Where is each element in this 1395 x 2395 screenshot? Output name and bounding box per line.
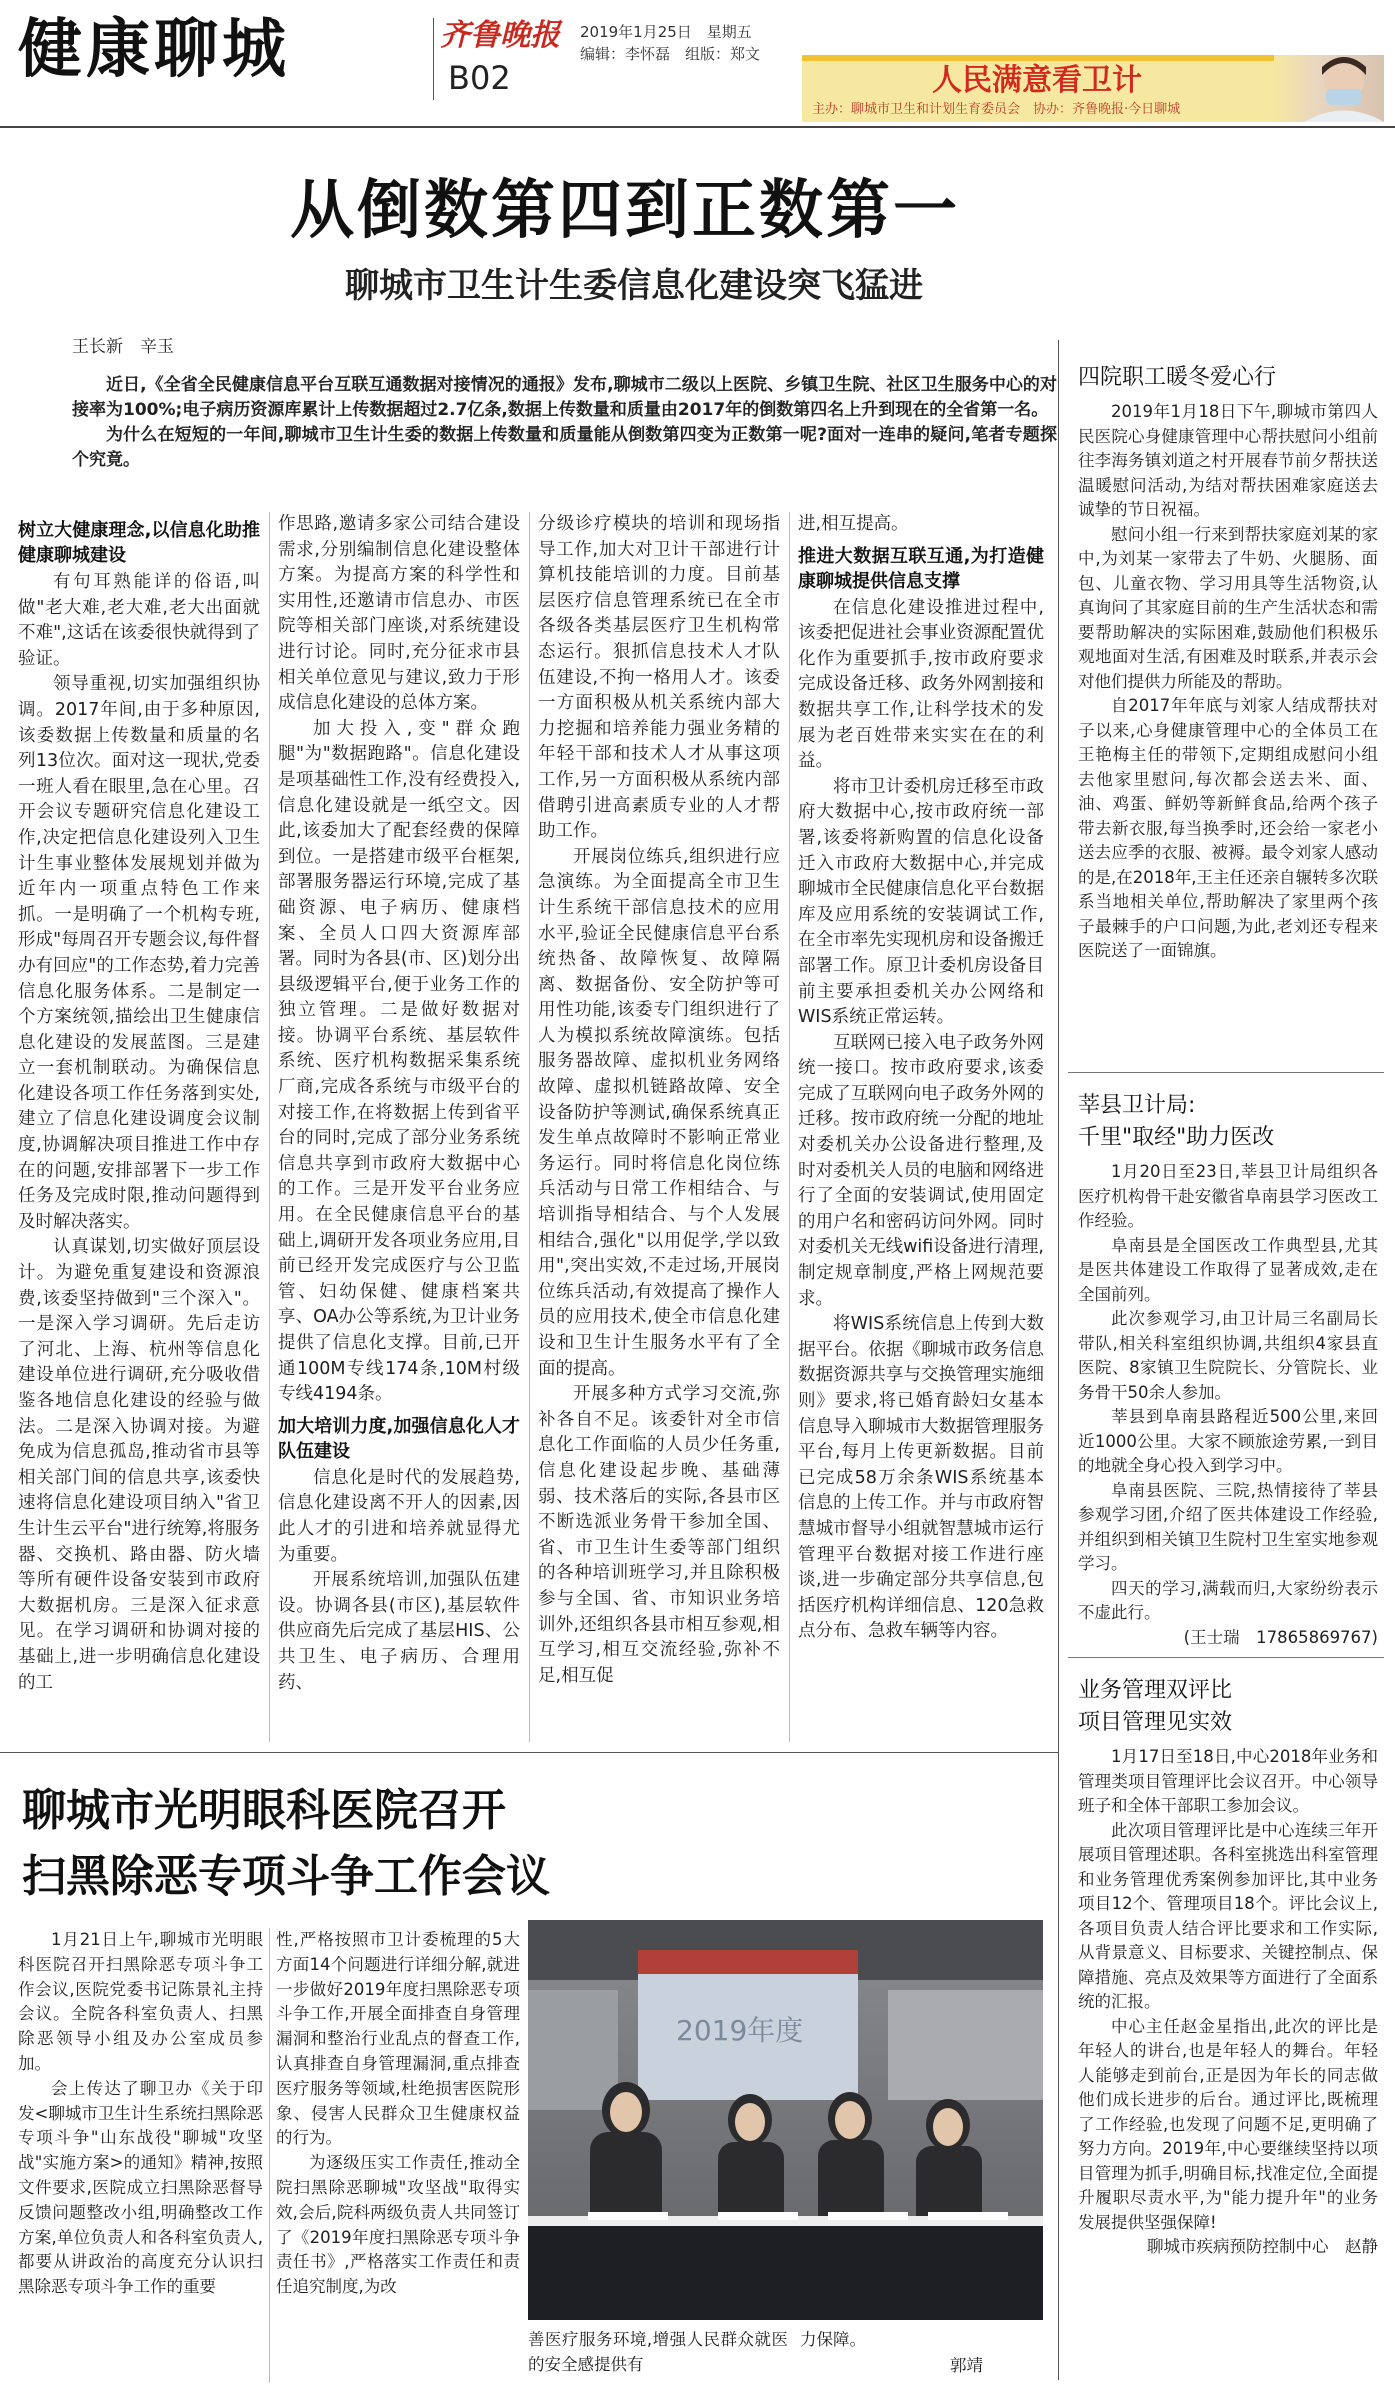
sidebar-paragraph: 2019年1月18日下午,聊城市第四人民医院心身健康管理中心帮扶慰问小组前往李海务镇刘道之村开展春节前夕帮扶送温暖慰问活动,为结对帮扶困难家庭送去诚挚的节日祝福。 [1078,402,1378,519]
body-paragraph: 信息化是时代的发展趋势,信息化建设离不开人的因素,因此人才的引进和培养就显得尤为重要。 [278,1467,520,1565]
sidebar-paragraph: 莘县到阜南县路程近500公里,来回近1000公里。大家不顾旅途劳累,一到目的地就全身心投入到学习中。 [1078,1407,1378,1475]
masthead-divider [433,18,434,100]
page-code: B02 [448,59,511,97]
sidebar-paragraph: 此次参观学习,由卫计局三名副局长带队,相关科室组织协调,共组织4家县直医院、8家镇卫生院院长、分管院长、业务骨干50余人参加。 [1078,1309,1378,1402]
body-paragraph: 有句耳熟能详的俗语,叫做"老大难,老大难,老大出面就不难",这话在该委很快就得到了验证。 [18,572,260,669]
sidebar-paragraph: 四天的学习,满载而归,大家纷纷表示不虚此行。 [1078,1578,1378,1622]
lead-column-2 [278,512,520,1742]
body-paragraph: 加大投入,变"群众跑腿"为"数据跑路"。信息化建设是项基础性工作,没有经费投入,信息化建设就是一纸空文。因此,该委加大了配套经费的保障到位。一是搭建市级平台框架,部署服务器运行环境,完成了基础资源、电子病历、健康档案、全员人口四大资源库部署。同时为各县(市、区)划分出县级逻辑平台,便于业务工作的独立管理。二是做好数据对接。协调平台系统、基层软件系统、医疗机构数据采集系统厂商,完成各系统与市级平台的对接工作,在将数据上传到省平台的同时,完成了部分业务系统信息共享到市政府大数据中心的工作。三是开发平台业务应用。在全民健康信息平台的基础上,调研开发各项业务应用,目前已经开发完成医疗与公卫监管、妇幼保健、健康档案共享、OA办公等系统,为卫计业务提供了信息化支撑。目前,已开通100M专线174条,10M村级专线4194条。 [278,718,520,1405]
column-divider [269,1928,270,2383]
body-paragraph: 开展系统培训,加强队伍建设。协调各县(市区),基层软件供应商先后完成了基层HIS、公共卫生、电子病历、合理用药、 [278,1570,520,1693]
column-divider [269,512,270,1742]
lead-bottom-rule [0,1752,1058,1753]
meeting-photo [528,1920,1043,2320]
photo-caption [528,2328,788,2380]
lead-intro [72,373,1057,511]
sidebar-signature: 聊城市疾病预防控制中心 赵静 [1147,2237,1378,2256]
sidebar-item-3 [1078,1665,1378,2385]
column-divider [789,512,790,1742]
photo-credit: 郭靖 [950,2356,983,2375]
lead-column-4 [798,512,1044,1742]
body-paragraph: 进,相互提高。 [798,514,909,534]
second-column-2 [276,1928,520,2383]
column-divider [529,512,530,1742]
body-paragraph: 会上传达了聊卫办《关于印发<聊城市卫生计生系统扫黑除恶专项斗争"山东战役"聊城"攻坚战"实施方案>的通知》精神,按照文件要求,医院成立扫黑除恶督导反馈问题整改小组,明确整改工作方案,单位负责人和各科室负责人,都要从讲政治的高度充分认识扫黑除恶专项斗争工作的重要 [18,2078,263,2297]
photo-caption-tail [800,2328,1040,2354]
sidebar-paragraph: 中心主任赵金星指出,此次的评比是年轻人的讲台,也是年轻人的舞台。年轻人能够走到前台,正是因为年长的同志做他们成长进步的后台。通过评比,既梳理了工作经验,也发现了问题不足,更明确了努力方向。2019年,中心要继续坚持以项目管理为抓手,明确目标,找准定位,全面提升履职尽责水平,为"能力提升年"的业务发展提供坚强保障! [1078,2016,1378,2232]
banner-sub: 主办：聊城市卫生和计划生育委员会 协办：齐鲁晚报·今日聊城 [812,102,1181,117]
second-column-1 [18,1928,263,2383]
banner [802,55,1384,122]
sidebar-paragraph: 阜南县医院、三院,热情接待了莘县参观学习团,介绍了医共体建设工作经验,并组织到相关镇卫生院村卫生室实地参观学习。 [1078,1480,1378,1573]
lead-column-3 [538,512,780,1742]
editor-line: 编辑：李怀磊 组版：郑文 [580,45,761,63]
body-paragraph: 1月21日上午,聊城市光明眼科医院召开扫黑除恶专项斗争工作会议,医院党委书记陈景礼主持会议。全院各科室负责人、扫黑除恶领导小组及办公室成员参加。 [18,1930,263,2073]
sidebar-signature: (王士瑞 17865869767) [1183,1627,1378,1647]
body-paragraph: 互联网已接入电子政务外网统一接口。按市政府要求,该委完成了互联网向电子政务外网的迁移。按市政府统一分配的地址对委机关办公设备进行整理,及时对委机关人员的电脑和网络进行了全面的安装调试,使用固定的用户名和密码访问外网。同时对委机关无线wifi设备进行清理,制定规章制度,严格上网规范要求。 [798,1032,1044,1309]
sidebar-divider [1058,340,1059,2380]
sidebar-item-1 [1078,352,1378,1067]
sidebar-paragraph: 阜南县是全国医改工作典型县,尤其是医共体建设工作取得了显著成效,走在全国前列。 [1078,1235,1378,1304]
body-paragraph: 分级诊疗模块的培训和现场指导工作,加大对卫计干部进行计算机技能培训的力度。目前基层医疗信息管理系统已在全市各级各类基层医疗卫生机构常态运行。狠抓信息技术人才队伍建设,不拘一格用人才。该委一方面积极从机关系统内部大力挖掘和培养能力强业务精的年轻干部和技术人才从事这项工作,另一方面积极从系统内部借聘引进高素质专业的人才帮助工作。 [538,514,780,842]
sidebar-title-2: 千里"取经"助力医改 [1078,1125,1275,1150]
body-paragraph: 开展多种方式学习交流,弥补各自不足。该委针对全市信息化工作面临的人员少任务重,信息化建设起步晚、基础薄弱、技术落后的实际,各县市区不断选派业务骨干参加全国、省、市卫生计生委等部门组织的各种培训班学习,并且除积极参与全国、省、市知识业务培训外,还组织各县市相互参观,相互学习,相互交流经验,弥补不足,相互促 [538,1384,780,1686]
body-paragraph: 作思路,邀请多家公司结合建设需求,分别编制信息化建设整体方案。为提高方案的科学性和实用性,还邀请市信息办、市医院等相关部门座谈,对系统建设进行讨论。同时,充分征求市县相关单位意见与建议,致力于形成信息化建设的总体方案。 [278,514,520,714]
intro-paragraph: 近日,《全省全民健康信息平台互联互通数据对接情况的通报》发布,聊城市二级以上医院、乡镇卫生院、社区卫生服务中心的对接率为100%;电子病历资源库累计上传数据超过2.7亿条,数据上传数量和质量由2017年的倒数第四名上升到现在的全省第一名。 [72,375,1057,420]
sidebar-paragraph: 自2017年年底与刘家人结成帮扶对子以来,心身健康管理中心的全体员工在王艳梅主任的带领下,定期组成慰问小组去他家里慰问,每次都会送去米、面、油、鸡蛋、鲜奶等新鲜食品,给两个孩子带去新衣服,每当换季时,还会给一家老小送去应季的衣服、被褥。最令刘家人感动的是,在2018年,王主任还亲自辗转多次联系当地相关单位,帮助解决了家里两个孩子最棘手的户口问题,为此,老刘还专程来医院送了一面锦旗。 [1078,696,1378,960]
body-paragraph: 开展岗位练兵,组织进行应急演练。为全面提高全市卫生计生系统干部信息技术的应用水平,验证全民健康信息平台系统热备、故障恢复、故障隔离、数据备份、安全防护等可用性功能,该委专门组织进行了人为模拟系统故障演练。包括服务器故障、虚拟机业务网络故障、虚拟机链路故障、安全设备防护等测试,确保系统真正发生单点故障时不影响正常业务运行。同时将信息化岗位练兵活动与日常工作相结合、与培训指导相结合、与个人发展相结合,强化"以用促学,学以致用",突出实效,不走过场,开展岗位练兵活动,有效提高了操作人员的应用技术,使全市信息化建设和卫生计生服务水平有了全面的提高。 [538,846,780,1379]
sidebar-paragraph: 1月20日至23日,莘县卫计局组织各医疗机构骨干赴安徽省阜南县学习医改工作经验。 [1078,1162,1378,1230]
body-paragraph: 在信息化建设推进过程中,该委把促进社会事业资源配置优化作为重要抓手,按市政府要求完成设备迁移、政务外网割接和数据共享工作,让科学技术的发展为老百姓带来实实在在的利益。 [798,597,1044,772]
lead-subheadline: 聊城市卫生计生委信息化建设突飞猛进 [345,266,923,306]
second-headline-1: 聊城市光明眼科医院召开 [22,1785,506,1836]
sidebar-separator [1068,1657,1384,1658]
caption-text: 善医疗服务环境,增强人民群众就医的安全感提供有 [528,2330,788,2374]
paper-logo: 齐鲁晚报 [440,18,560,53]
sidebar-title: 业务管理双评比 [1078,1678,1233,1703]
meeting-scene-icon [528,1920,1043,2320]
sidebar-title-2: 项目管理见实效 [1078,1710,1233,1735]
body-paragraph: 领导重视,切实加强组织协调。2017年间,由于多种原因,该委数据上传数量和质量的名列13位次。面对这一现状,党委一班人看在眼里,急在心里。召开会议专题研究信息化建设工作,决定把信息化建设列入卫生计生事业整体发展规划并做为近年内一项重点特色工作来抓。一是明确了一个机构专班,形成"每周召开专题会议,每件督办有回应"的工作态势,着力完善信息化服务体系。二是制定一个方案统领,描绘出卫生健康信息化建设的发展蓝图。三是建立一套机制联动。为确保信息化建设各项工作任务落到实处,建立了信息化建设调度会议制度,协调解决项目推进工作中存在的问题,安排部署下一步工作任务及完成时限,推动问题得到及时解决落实。 [18,674,260,1232]
lead-column-1 [18,512,260,1742]
sidebar-paragraph: 慰问小组一行来到帮扶家庭刘某的家中,为刘某一家带去了牛奶、火腿肠、面包、儿童衣物、学习用具等生活物资,认真询问了其家庭目前的生产生活状态和需要帮助解决的实际困难,鼓励他们积极乐观地面对生活,有困难及时联系,并表示会对他们提供力所能及的帮助。 [1078,524,1378,691]
sidebar-paragraph: 此次项目管理评比是中心连续三年开展项目管理述职。各科室挑选出科室管理和业务管理优秀案例参加评比,其中业务项目12个、管理项目18个。评比会议上,各项目负责人结合评比要求和工作实际,从背景意义、目标要求、关键控制点、保障措施、亮点及效果等方面进行了全面系统的汇报。 [1078,1820,1378,2011]
doctor-portrait-icon [1274,55,1384,122]
caption-tail: 力保障。 [800,2330,866,2349]
section-title: 健康聊城 [18,13,290,87]
banner-title: 人民满意看卫计 [932,63,1142,98]
lead-headline: 从倒数第四到正数第一 [290,174,960,248]
date-line: 2019年1月25日 星期五 [580,23,752,41]
column-heading: 树立大健康理念,以信息化助推健康聊城建设 [18,520,260,566]
sidebar-title: 莘县卫计局: [1078,1093,1196,1118]
sidebar-paragraph: 1月17日至18日,中心2018年业务和管理类项目管理评比会议召开。中心领导班子和全体干部职工参加会议。 [1078,1747,1378,1815]
column-heading: 加大培训力度,加强信息化人才队伍建设 [278,1415,520,1462]
column-heading: 推进大数据互联互通,为打造健康聊城提供信息支撑 [798,545,1044,592]
body-paragraph: 将市卫计委机房迁移至市政府大数据中心,按市政府统一部署,该委将新购置的信息化设备迁入市政府大数据中心,并完成聊城市全民健康信息化平台数据库及应用系统的安装调试工作,在全市率先实现机房和设备搬迁部署工作。原卫计委机房设备目前主要承担委机关办公网络和WIS系统正常运转。 [798,776,1044,1028]
lead-byline: 王长新 辛玉 [72,337,174,357]
second-headline-2: 扫黑除恶专项斗争工作会议 [22,1851,550,1902]
body-paragraph: 认真谋划,切实做好顶层设计。为避免重复建设和资源浪费,该委坚持做到"三个深入"。一是深入学习调研。先后走访了河北、上海、杭州等信息化建设单位进行调研,充分吸收借鉴各地信息化建设的经验与做法。二是深入协调对接。为避免成为信息孤岛,推动省市县等相关部门间的信息共享,该委快速将信息化建设项目纳入"省卫生计生云平台"进行统筹,将服务器、交换机、路由器、防火墙等所有硬件设备安装到市政府大数据机房。三是深入征求意见。在学习调研和协调对接的基础上,进一步明确信息化建设的工 [18,1237,260,1693]
body-paragraph: 性,严格按照市卫计委梳理的5大方面14个问题进行详细分解,就进一步做好2019年度扫黑除恶专项斗争工作,开展全面排查自身管理漏洞和整治行业乱点的督查工作,认真排查自身管理漏洞,重点排查医疗服务等领域,杜绝损害医院形象、侵害人民群众卫生健康权益的行为。 [276,1930,520,2148]
banner-photo [1274,55,1384,122]
sidebar-separator [1068,1072,1384,1073]
sidebar-item-2 [1078,1080,1378,1652]
photo-screen-text: 2019年度 [676,2014,804,2047]
masthead-bottom-rule [0,126,1395,128]
intro-paragraph: 为什么在短短的一年间,聊城市卫生计生委的数据上传数量和质量能从倒数第四变为正数第一呢?面对一连串的疑问,笔者专题探个究竟。 [72,425,1057,470]
body-paragraph: 将WIS系统信息上传到大数据平台。依据《聊城市政务信息数据资源共享与交换管理实施细则》要求,将已婚育龄妇女基本信息导入聊城市大数据管理服务平台,每月上传更新数据。目前已完成58万余条WIS系统基本信息的上传工作。并与市政府智慧城市督导小组就智慧城市运行管理平台数据对接工作进行座谈,进一步确定部分共享信息,包括医疗机构详细信息、120急救点分布、急救车辆等内容。 [798,1314,1044,1642]
body-paragraph: 为逐级压实工作责任,推动全院扫黑除恶聊城"攻坚战"取得实效,会后,院科两级负责人共同签订了《2019年度扫黑除恶专项斗争责任书》,严格落实工作责任和责任追究制度,为改 [276,2153,520,2297]
sidebar-title: 四院职工暖冬爱心行 [1078,365,1277,390]
